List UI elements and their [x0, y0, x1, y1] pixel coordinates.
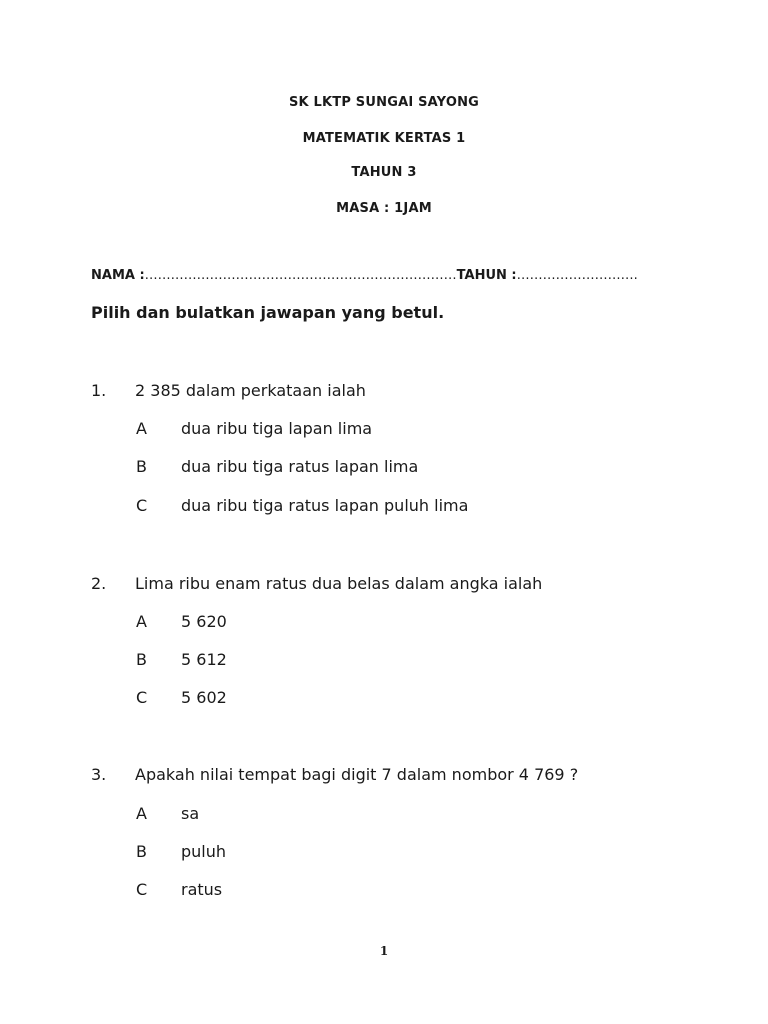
year-level: TAHUN 3	[351, 165, 417, 180]
option-text-b[interactable]: dua ribu tiga ratus lapan lima	[181, 457, 419, 476]
name-blank[interactable]: ………………………………………………………………	[144, 268, 457, 283]
option-letter-b[interactable]: B	[136, 842, 147, 861]
option-text-b[interactable]: 5 612	[181, 650, 227, 669]
option-letter-c[interactable]: C	[136, 880, 148, 899]
option-text-a[interactable]: 5 620	[181, 612, 227, 631]
exam-duration: MASA : 1JAM	[336, 201, 432, 216]
option-text-c[interactable]: 5 602	[181, 688, 227, 707]
option-text-c[interactable]: ratus	[181, 880, 223, 899]
question-text: Lima ribu enam ratus dua belas dalam angka ialah	[135, 574, 543, 593]
student-info-line	[91, 268, 638, 283]
option-letter-c[interactable]: C	[136, 496, 148, 515]
question-number: 3.	[91, 765, 107, 784]
paper-title: MATEMATIK KERTAS 1	[302, 131, 466, 146]
option-letter-a[interactable]: A	[136, 419, 147, 438]
question-text: 2 385 dalam perkataan ialah	[135, 381, 366, 400]
name-label: NAMA :	[91, 268, 145, 283]
option-letter-b[interactable]: B	[136, 457, 147, 476]
question-number: 1.	[91, 381, 107, 400]
option-text-a[interactable]: sa	[181, 804, 200, 823]
question-number: 2.	[91, 574, 107, 593]
page-number: 1	[379, 944, 389, 958]
option-text-a[interactable]: dua ribu tiga lapan lima	[181, 419, 373, 438]
option-letter-a[interactable]: A	[136, 804, 147, 823]
question-text: Apakah nilai tempat bagi digit 7 dalam nombor 4 769 ?	[135, 765, 579, 784]
year-label: TAHUN :	[456, 268, 517, 283]
option-letter-a[interactable]: A	[136, 612, 147, 631]
year-blank[interactable]: ……………………….	[516, 268, 638, 283]
option-text-b[interactable]: puluh	[181, 842, 227, 861]
instruction-text: Pilih dan bulatkan jawapan yang betul.	[91, 303, 445, 322]
option-letter-b[interactable]: B	[136, 650, 147, 669]
school-name: SK LKTP SUNGAI SAYONG	[288, 95, 480, 110]
option-letter-c[interactable]: C	[136, 688, 148, 707]
option-text-c[interactable]: dua ribu tiga ratus lapan puluh lima	[181, 496, 469, 515]
